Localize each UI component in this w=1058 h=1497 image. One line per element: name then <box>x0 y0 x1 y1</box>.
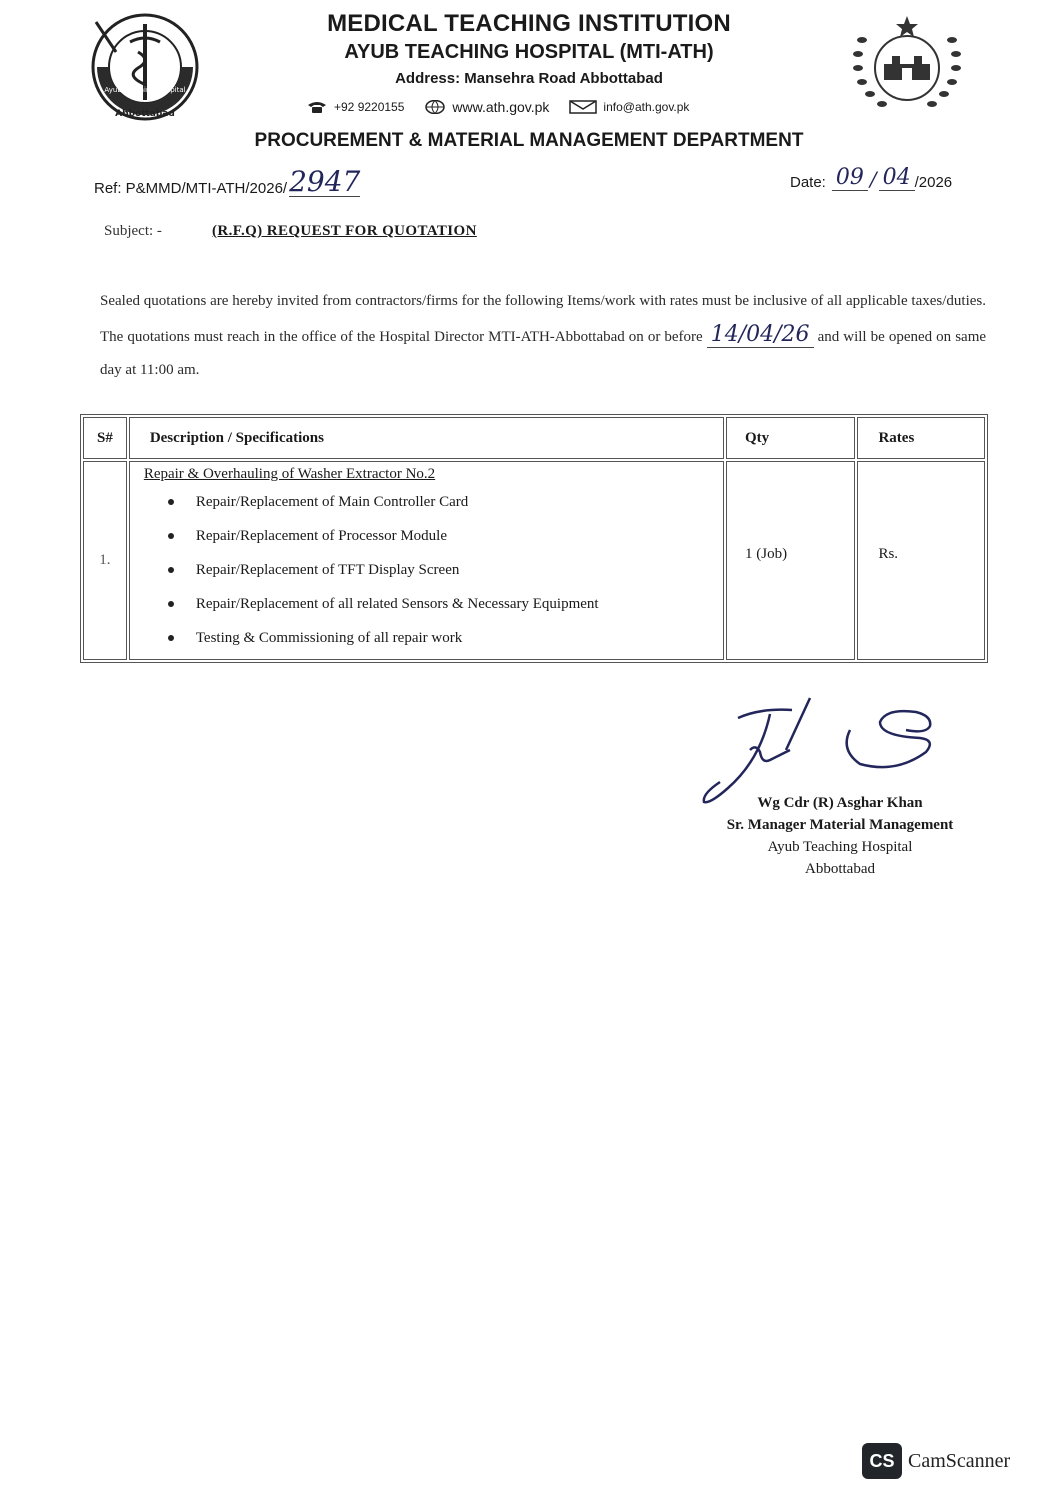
envelope-icon <box>569 100 597 114</box>
header-qty: Qty <box>726 417 855 459</box>
bullet-icon <box>168 567 174 573</box>
list-item <box>150 591 723 625</box>
date-separator: / <box>869 167 877 191</box>
camscanner-icon: CS <box>862 1443 902 1479</box>
signatory-organization: Ayub Teaching Hospital <box>767 839 913 855</box>
row-rate: Rs. <box>857 461 985 660</box>
item-title: Repair & Overhauling of Washer Extractor No.2 <box>143 466 436 482</box>
header-sn: S# <box>83 417 127 459</box>
camscanner-label: CamScanner <box>908 1449 1011 1472</box>
bullet-icon <box>168 499 174 505</box>
signatory-designation: Sr. Manager Material Management <box>726 817 954 833</box>
spec-text: Repair/Replacement of Processor Module <box>195 528 447 544</box>
signature-block <box>660 792 1020 880</box>
date-year: 2026 <box>918 174 953 191</box>
date-separator: / <box>914 174 919 191</box>
date-month: 04 <box>879 166 915 191</box>
reference-prefix: Ref: P&MMD/MTI-ATH/2026/ <box>94 180 288 197</box>
hospital-name: AYUB TEACHING HOSPITAL (MTI-ATH) <box>344 41 714 63</box>
spec-text: Repair/Replacement of TFT Display Screen <box>195 562 460 578</box>
row-qty: 1 (Job) <box>726 461 855 660</box>
body-paragraph <box>100 285 986 387</box>
hospital-address: Address: Mansehra Road Abbottabad <box>395 70 663 87</box>
list-item <box>150 489 723 523</box>
signatory-city: Abbottabad <box>805 861 875 877</box>
body-text-intro: Sealed quotations are hereby invited from contractors/firms for the following Items/work with rates must be inclusive of all applicable taxes/duties. The quotations must reach in the office of the Hospital Director MTI-ATH-Abbottabad on or before <box>100 293 986 345</box>
deadline-date: 14/04/26 <box>707 322 814 348</box>
spec-text: Testing & Commissioning of all repair work <box>195 630 463 646</box>
signatory-name: Wg Cdr (R) Asghar Khan <box>757 795 923 811</box>
camscanner-watermark <box>862 1443 1010 1479</box>
header-description: Description / Specifications <box>129 417 724 459</box>
header-rates: Rates <box>857 417 985 459</box>
email-link[interactable]: info@ath.gov.pk <box>603 100 690 114</box>
bullet-icon <box>168 533 174 539</box>
globe-icon <box>424 100 446 114</box>
spec-list <box>150 489 723 659</box>
reference-line <box>94 165 361 198</box>
items-table <box>80 414 988 663</box>
subject-line <box>104 223 477 240</box>
phone-icon <box>306 100 328 114</box>
row-sn: 1. <box>83 461 127 660</box>
contact-row <box>306 96 709 118</box>
list-item <box>150 625 723 659</box>
table-header-row <box>83 417 985 459</box>
institution-name: MEDICAL TEACHING INSTITUTION <box>327 10 731 37</box>
bullet-icon <box>168 601 174 607</box>
table-row <box>83 461 985 660</box>
spec-text: Repair/Replacement of Main Controller Card <box>195 494 469 510</box>
website-link[interactable]: www.ath.gov.pk <box>452 99 550 115</box>
department-title: PROCUREMENT & MATERIAL MANAGEMENT DEPARTMENT <box>254 130 804 151</box>
bullet-icon <box>168 635 174 641</box>
logo-city-text: Abbottabad <box>115 109 175 119</box>
subject-title: (R.F.Q) REQUEST FOR QUOTATION <box>212 223 477 239</box>
list-item <box>150 523 723 557</box>
date-day: 09 <box>832 166 868 191</box>
spec-text: Repair/Replacement of all related Sensors & Necessary Equipment <box>195 596 599 612</box>
date-line <box>790 166 952 191</box>
reference-number: 2947 <box>289 165 361 198</box>
body-text-closing: and will be opened on same day at 11:00 am. <box>100 329 987 378</box>
logo-hospital-text: Ayub Teaching Hospital <box>104 86 186 94</box>
row-description <box>129 461 724 660</box>
date-label: Date: <box>790 174 826 191</box>
subject-label: Subject: - <box>104 223 162 239</box>
list-item <box>150 557 723 591</box>
phone-number: +92 9220155 <box>334 100 405 114</box>
